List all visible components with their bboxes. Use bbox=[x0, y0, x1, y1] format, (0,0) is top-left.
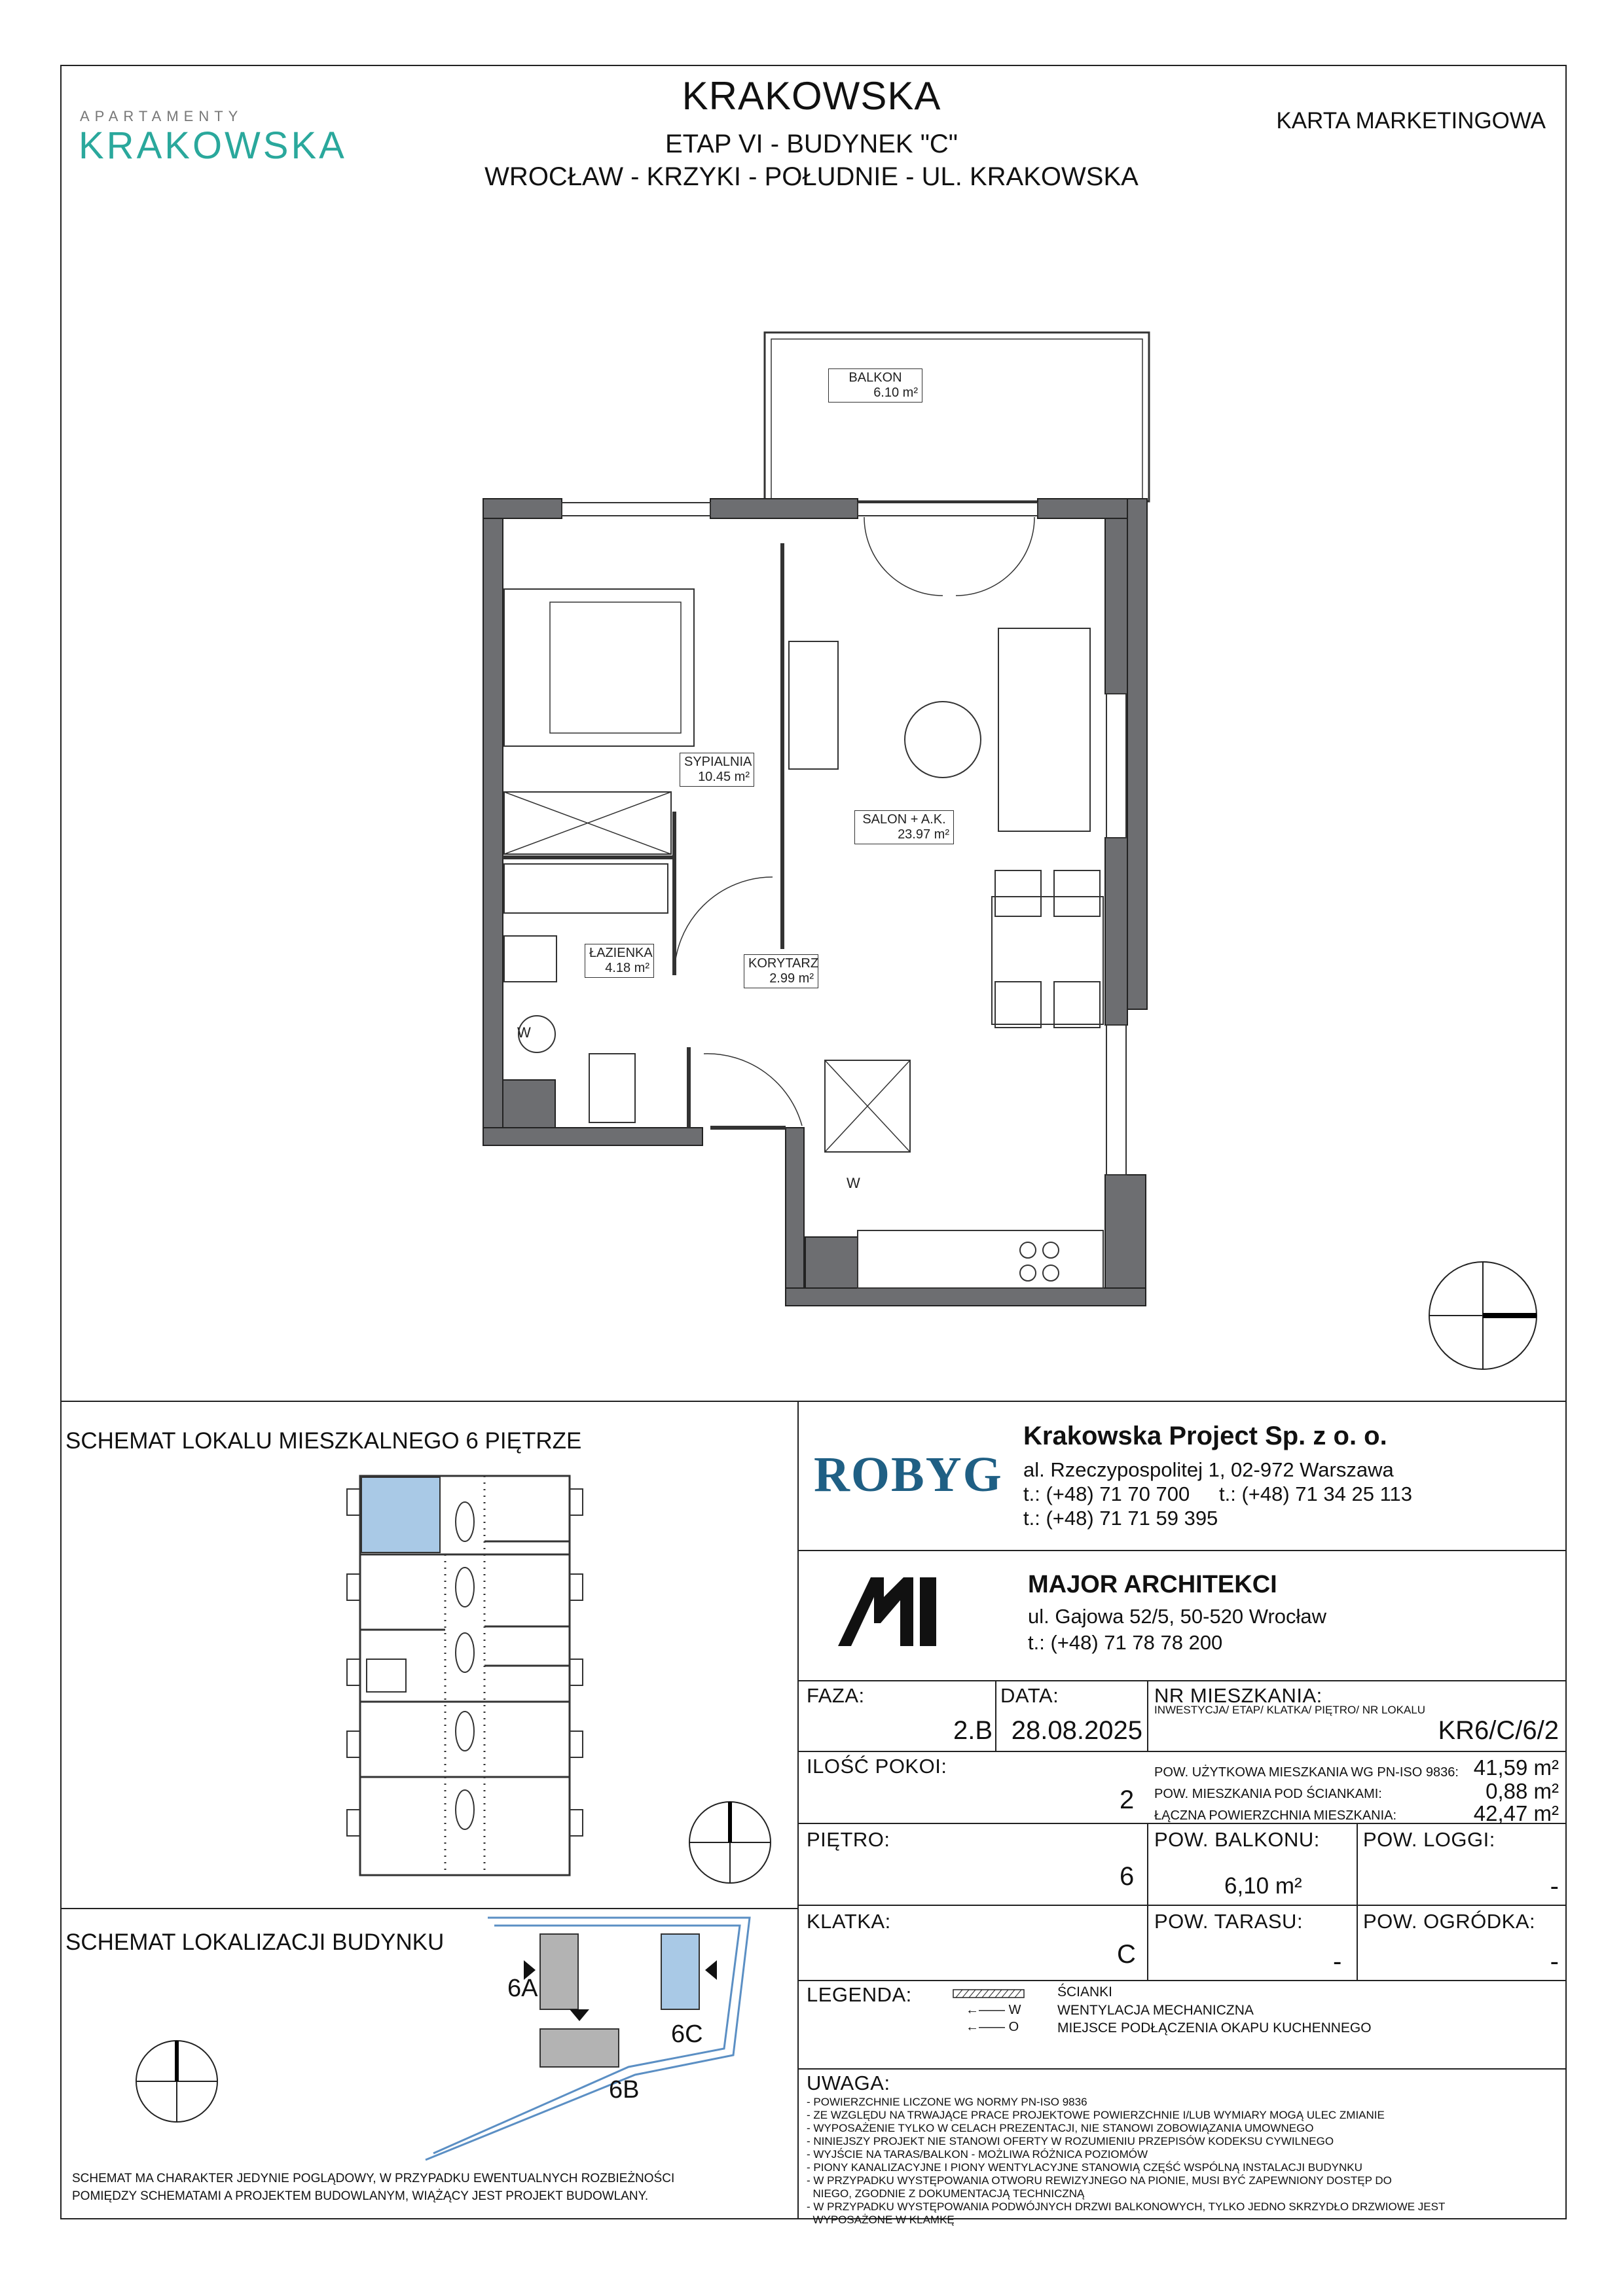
window-bedroom bbox=[562, 503, 710, 516]
note-item: WYPOSAŻONE W KLAMKĘ bbox=[807, 2214, 955, 2226]
divider-arch bbox=[797, 1680, 1567, 1681]
balkon-label: POW. BALKONU: bbox=[1154, 1828, 1320, 1851]
vent-mark-kitchen: W bbox=[847, 1175, 860, 1191]
label-6b: 6B bbox=[609, 2076, 640, 2104]
divider-main bbox=[60, 1401, 1567, 1402]
data-value: 28.08.2025 bbox=[1011, 1716, 1142, 1745]
divider-row5 bbox=[797, 2068, 1567, 2070]
compass-small-icon bbox=[687, 1800, 773, 1885]
shaft-2 bbox=[805, 1237, 858, 1288]
schema-building-title: SCHEMAT LOKALIZACJI BUDYNKU bbox=[65, 1929, 445, 1955]
compass-icon bbox=[1427, 1260, 1539, 1371]
building-6c bbox=[661, 1934, 699, 2009]
developer-phone-2: t.: (+48) 71 34 25 113 bbox=[1219, 1482, 1412, 1505]
robyg-logo: ROBYG bbox=[814, 1447, 1003, 1502]
floor-schema bbox=[340, 1469, 589, 1882]
page-title: KRAKOWSKA bbox=[682, 74, 941, 118]
nr-value: KR6/C/6/2 bbox=[1438, 1716, 1559, 1745]
divider-v4 bbox=[1357, 1823, 1358, 1980]
card-type: KARTA MARKETINGOWA bbox=[1276, 108, 1546, 134]
divider-row4 bbox=[797, 1980, 1567, 1981]
developer-address: al. Rzeczypospolitej 1, 02-972 Warszawa bbox=[1023, 1458, 1394, 1481]
pokoje-value: 2 bbox=[1120, 1785, 1135, 1814]
coffee-table bbox=[905, 702, 981, 778]
room-label-sypialnia: SYPIALNIA 10.45 m² bbox=[680, 753, 754, 787]
legend-symbol-o: ←—— O bbox=[966, 2020, 1019, 2034]
area3-value: 42,47 m² bbox=[1473, 1801, 1559, 1825]
bed bbox=[504, 589, 694, 746]
divider-row3 bbox=[797, 1905, 1567, 1906]
architect-phone: t.: (+48) 71 78 78 200 bbox=[1028, 1631, 1223, 1654]
area3-label: ŁĄCZNA POWIERZCHNIA MIESZKANIA: bbox=[1154, 1808, 1397, 1823]
legend-item-ventilation: WENTYLACJA MECHANICZNA bbox=[1057, 2003, 1254, 2018]
page-subtitle-2: WROCŁAW - KRZYKI - POŁUDNIE - UL. KRAKOWSKA bbox=[484, 162, 1139, 191]
kitchen-counter bbox=[858, 1230, 1103, 1288]
window-living-2 bbox=[1106, 1025, 1126, 1175]
note-item: - POWIERZCHNIE LICZONE WG NORMY PN-ISO 9836 bbox=[807, 2096, 1087, 2108]
label-6a: 6A bbox=[507, 1975, 538, 2002]
disclaimer-line-1: SCHEMAT MA CHARAKTER JEDYNIE POGLĄDOWY, W PRZYPADKU EWENTUALNYCH ROZBIEŻNOŚCI bbox=[72, 2172, 675, 2185]
taras-label: POW. TARASU: bbox=[1154, 1910, 1304, 1933]
legend-label: LEGENDA: bbox=[807, 1983, 912, 2006]
architect-name: MAJOR ARCHITEKCI bbox=[1028, 1571, 1277, 1598]
note-item: - PIONY KANALIZACYJNE I PIONY WENTYLACYJNE STANOWIĄ CZĘŚĆ WSPÓLNĄ INSTALACJI BUDYNKU bbox=[807, 2161, 1362, 2174]
highlighted-apartment bbox=[361, 1477, 440, 1552]
toilet bbox=[589, 1054, 635, 1122]
legend-symbol-w: ←—— W bbox=[966, 2003, 1021, 2017]
major-architekci-logo bbox=[838, 1577, 949, 1649]
developer-name: Krakowska Project Sp. z o. o. bbox=[1023, 1422, 1387, 1450]
nr-label: NR MIESZKANIA: bbox=[1154, 1684, 1322, 1707]
balcony-door bbox=[858, 503, 1038, 516]
legend-wall-symbol bbox=[953, 1988, 1025, 1999]
logo-line1: APARTAMENTY bbox=[80, 108, 244, 124]
compass-location-icon bbox=[134, 2039, 219, 2124]
note-item: - WYPOSAŻENIE TYLKO W CELACH PREZENTACJI, NIE STANOWI ZOBOWIĄZANIA UMOWNEGO bbox=[807, 2122, 1314, 2134]
klatka-value: C bbox=[1117, 1940, 1136, 1969]
balcony-outline bbox=[765, 332, 1149, 501]
pietro-value: 6 bbox=[1120, 1862, 1135, 1891]
area2-label: POW. MIESZKANIA POD ŚCIANKAMI: bbox=[1154, 1787, 1382, 1801]
ogrodek-value: - bbox=[1550, 1947, 1559, 1976]
shaft-1 bbox=[503, 1080, 555, 1128]
developer-phone-1: t.: (+48) 71 70 700 bbox=[1023, 1482, 1190, 1505]
divider-dev bbox=[797, 1550, 1567, 1551]
divider-v2 bbox=[1147, 1680, 1148, 1751]
balkon-value: 6,10 m² bbox=[1224, 1873, 1302, 1899]
loggia-value: - bbox=[1550, 1872, 1559, 1901]
notes-list bbox=[807, 2096, 1445, 2227]
note-item: - WYJŚCIE NA TARAS/BALKON - MOŻLIWA RÓŻNICA POZIOMÓW bbox=[807, 2148, 1148, 2161]
label-6c: 6C bbox=[671, 2020, 703, 2048]
building-6a bbox=[540, 1934, 578, 2009]
area1-value: 41,59 m² bbox=[1473, 1755, 1559, 1780]
room-label-salon: SALON + A.K. 23.97 m² bbox=[854, 810, 954, 844]
faza-label: FAZA: bbox=[807, 1684, 865, 1707]
loggia-label: POW. LOGGI: bbox=[1363, 1828, 1495, 1851]
developer-phone-3: t.: (+48) 71 71 59 395 bbox=[1023, 1507, 1218, 1530]
logo-line2: KRAKOWSKA bbox=[79, 124, 347, 167]
wall-left bbox=[483, 499, 503, 1145]
divider-col bbox=[797, 1401, 799, 2219]
wall-right bbox=[1127, 499, 1147, 1009]
floor-plan bbox=[458, 321, 1192, 1322]
disclaimer-line-2: POMIĘDZY SCHEMATAMI A PROJEKTEM BUDOWLANYM, WIĄŻĄCY JEST PROJEKT BUDOWLANY. bbox=[72, 2189, 649, 2203]
divider-left-mid bbox=[60, 1908, 797, 1909]
area2-value: 0,88 m² bbox=[1486, 1779, 1559, 1803]
divider-row1 bbox=[797, 1751, 1567, 1752]
note-item: - W PRZYPADKU WYSTĘPOWANIA OTWORU REWIZYJNEGO NA PIONIE, MUSI BYĆ ZAPEWNIONY DOSTĘP DO bbox=[807, 2174, 1392, 2187]
nr-sub: INWESTYCJA/ ETAP/ KLATKA/ PIĘTRO/ NR LOKALU bbox=[1154, 1704, 1426, 1716]
area1-label: POW. UŻYTKOWA MIESZKANIA WG PN-ISO 9836: bbox=[1154, 1765, 1459, 1780]
legend-item-hood: MIEJSCE PODŁĄCZENIA OKAPU KUCHENNEGO bbox=[1057, 2020, 1372, 2036]
tv-cabinet bbox=[789, 641, 838, 769]
note-item: - NINIEJSZY PROJEKT NIE STANOWI OFERTY W ROZUMIENIU PRZEPISÓW KODEKSU CYWILNEGO bbox=[807, 2135, 1334, 2147]
room-label-balkon: BALKON 6.10 m² bbox=[828, 368, 922, 403]
building-schema bbox=[419, 1911, 786, 2173]
room-label-lazienka: ŁAZIENKA 4.18 m² bbox=[585, 944, 654, 978]
data-label: DATA: bbox=[1000, 1684, 1059, 1707]
note-item: - ZE WZGLĘDU NA TRWAJĄCE PRACE PROJEKTOWE POWIERZCHNIE I/LUB WYMIARY MOGĄ ULEC ZMIANIE bbox=[807, 2109, 1385, 2121]
bathtub bbox=[504, 864, 668, 913]
note-item: NIEGO, ZGODNIE Z DOKUMENTACJĄ TECHNICZNĄ bbox=[807, 2187, 1085, 2200]
divider-v3 bbox=[1147, 1823, 1148, 1980]
washbasin bbox=[504, 936, 556, 982]
note-item: - W PRZYPADKU WYSTĘPOWANIA PODWÓJNYCH DRZWI BALKONOWYCH, TYLKO JEDNO SKRZYDŁO DRZWIOWE JEST bbox=[807, 2200, 1446, 2213]
faza-value: 2.B bbox=[953, 1716, 993, 1745]
building-6b bbox=[540, 2029, 619, 2067]
notes-label: UWAGA: bbox=[807, 2072, 890, 2094]
pokoje-label: ILOŚĆ POKOI: bbox=[807, 1755, 947, 1778]
divider-v1 bbox=[995, 1680, 996, 1751]
ogrodek-label: POW. OGRÓDKA: bbox=[1363, 1910, 1536, 1933]
architect-address: ul. Gajowa 52/5, 50-520 Wrocław bbox=[1028, 1605, 1327, 1628]
page-subtitle-1: ETAP VI - BUDYNEK "C" bbox=[665, 130, 958, 158]
sofa bbox=[998, 628, 1090, 831]
klatka-label: KLATKA: bbox=[807, 1910, 891, 1933]
window-living-1 bbox=[1106, 694, 1126, 838]
taras-value: - bbox=[1333, 1947, 1342, 1976]
schema-floor-title: SCHEMAT LOKALU MIESZKALNEGO 6 PIĘTRZE bbox=[65, 1428, 582, 1454]
legend-item-walls: ŚCIANKI bbox=[1057, 1984, 1113, 2000]
vent-mark-bath: W bbox=[517, 1024, 531, 1041]
pietro-label: PIĘTRO: bbox=[807, 1828, 890, 1851]
room-label-korytarz: KORYTARZ 2.99 m² bbox=[744, 954, 818, 988]
